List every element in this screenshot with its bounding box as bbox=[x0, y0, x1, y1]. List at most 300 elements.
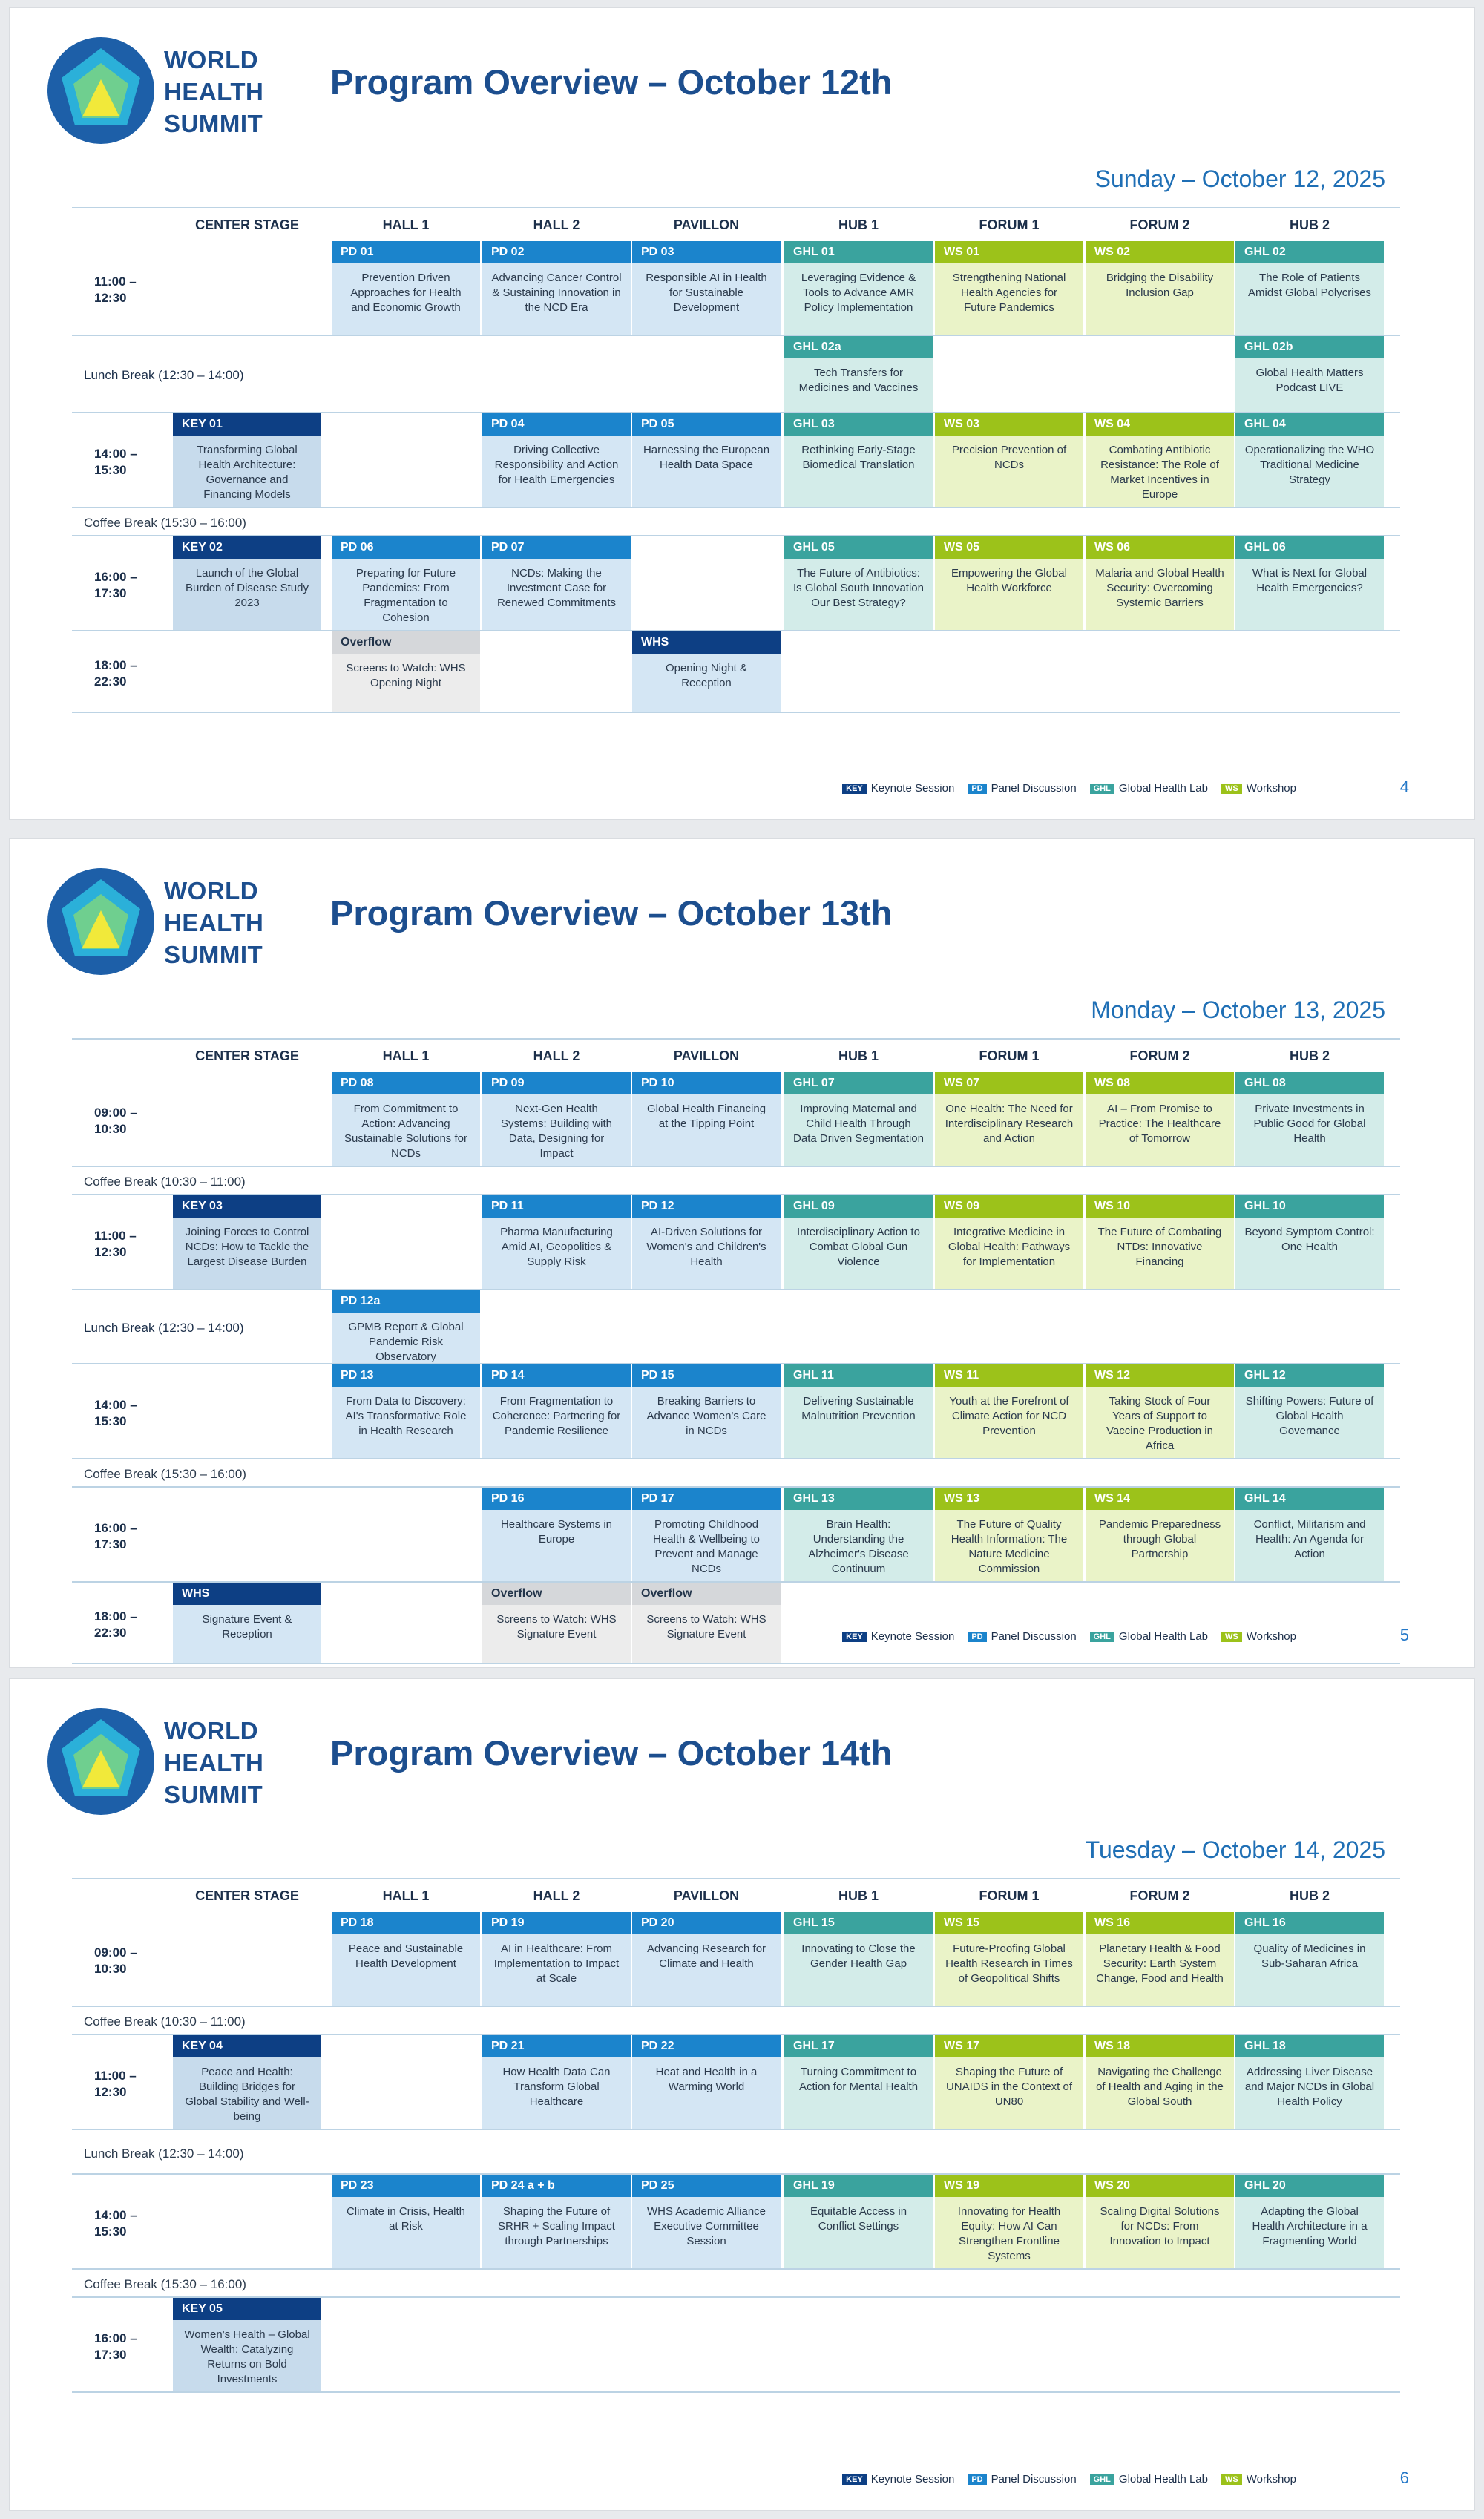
session-cell[interactable] bbox=[173, 536, 321, 630]
brand-line: SUMMIT bbox=[164, 941, 263, 968]
session-code: PD 09 bbox=[482, 1072, 631, 1094]
session-code: GHL 13 bbox=[784, 1488, 933, 1510]
page-title: Program Overview – October 14th bbox=[330, 1733, 893, 1773]
session-code: PD 16 bbox=[482, 1488, 631, 1510]
session-title: Global Health Matters Podcast LIVE bbox=[1235, 358, 1384, 412]
session-code: GHL 01 bbox=[784, 241, 933, 263]
session-code: GHL 15 bbox=[784, 1912, 933, 1934]
session-cell[interactable] bbox=[632, 413, 781, 507]
session-title: Interdisciplinary Action to Combat Global Gun Violence bbox=[784, 1218, 933, 1289]
column-header: HUB 1 bbox=[838, 1888, 879, 1903]
session-title: Shaping the Future of UNAIDS in the Context of UN80 bbox=[935, 2057, 1083, 2129]
session-code: PD 04 bbox=[482, 413, 631, 436]
session-cell[interactable] bbox=[173, 413, 321, 507]
session-cell[interactable] bbox=[332, 1290, 480, 1363]
session-cell[interactable] bbox=[332, 536, 480, 630]
session-title: Peace and Sustainable Health Development bbox=[332, 1934, 480, 2006]
session-cell[interactable] bbox=[332, 2175, 480, 2268]
column-header: CENTER STAGE bbox=[195, 217, 299, 232]
session-cell[interactable] bbox=[632, 1195, 781, 1289]
break-row bbox=[72, 2270, 1400, 2298]
session-title: Innovating for Health Equity: How AI Can Strengthen Frontline Systems bbox=[935, 2197, 1083, 2268]
brand-line: WORLD bbox=[164, 1717, 259, 1744]
brand-line: WORLD bbox=[164, 877, 259, 904]
session-title: AI – From Promise to Practice: The Healthcare of Tomorrow bbox=[1086, 1094, 1234, 1166]
session-cell[interactable] bbox=[482, 536, 631, 630]
time-label: Lunch Break (12:30 – 14:00) bbox=[84, 1321, 244, 1335]
column-header: HUB 2 bbox=[1289, 217, 1330, 232]
session-code: WS 01 bbox=[935, 241, 1083, 263]
break-label: Coffee Break (15:30 – 16:00) bbox=[84, 1467, 246, 1481]
session-title: GPMB Report & Global Pandemic Risk Observatory bbox=[332, 1313, 480, 1363]
session-cell[interactable] bbox=[482, 1912, 631, 2006]
session-code: PD 02 bbox=[482, 241, 631, 263]
column-header: HALL 2 bbox=[533, 1048, 580, 1063]
session-code: GHL 19 bbox=[784, 2175, 933, 2197]
session-code: WS 11 bbox=[935, 1364, 1083, 1387]
session-code: GHL 08 bbox=[1235, 1072, 1384, 1094]
break-row bbox=[72, 1459, 1400, 1488]
time-slot-row bbox=[72, 241, 1400, 336]
session-code: Overflow bbox=[632, 1583, 781, 1605]
session-cell[interactable] bbox=[632, 1488, 781, 1581]
page-date: Tuesday – October 14, 2025 bbox=[1085, 1836, 1385, 1863]
schedule-grid bbox=[72, 207, 1400, 689]
session-title: From Fragmentation to Coherence: Partnering for Pandemic Resilience bbox=[482, 1387, 631, 1458]
session-cell[interactable] bbox=[935, 413, 1083, 507]
column-header: CENTER STAGE bbox=[195, 1048, 299, 1063]
session-title: Preparing for Future Pandemics: From Fragmentation to Cohesion bbox=[332, 559, 480, 630]
session-cell[interactable] bbox=[632, 2035, 781, 2129]
time-label: 11:00 – 12:30 bbox=[94, 1229, 137, 1259]
legend-label: Keynote Session bbox=[870, 2473, 955, 2486]
session-code: WS 15 bbox=[935, 1912, 1083, 1934]
time-slot-row bbox=[72, 413, 1400, 508]
session-cell[interactable] bbox=[173, 2298, 321, 2391]
legend-label: Workshop bbox=[1246, 782, 1296, 795]
break-label: Coffee Break (10:30 – 11:00) bbox=[84, 1175, 246, 1189]
legend-swatch: GHL bbox=[1090, 2474, 1114, 2485]
session-code: PD 12 bbox=[632, 1195, 781, 1218]
session-cell[interactable] bbox=[632, 631, 781, 712]
break-label: Coffee Break (15:30 – 16:00) bbox=[84, 2277, 246, 2291]
session-title: Advancing Research for Climate and Health bbox=[632, 1934, 781, 2006]
session-cell[interactable] bbox=[482, 1072, 631, 1166]
session-title: Signature Event & Reception bbox=[173, 1605, 321, 1663]
session-code: WS 03 bbox=[935, 413, 1083, 436]
session-title: Bridging the Disability Inclusion Gap bbox=[1086, 263, 1234, 335]
time-label: 09:00 – 10:30 bbox=[94, 1106, 137, 1136]
session-title: Addressing Liver Disease and Major NCDs in Global Health Policy bbox=[1235, 2057, 1384, 2129]
session-cell[interactable] bbox=[935, 1072, 1083, 1166]
session-cell[interactable] bbox=[1235, 1364, 1384, 1458]
session-code: WS 04 bbox=[1086, 413, 1234, 436]
session-cell[interactable] bbox=[1086, 1072, 1234, 1166]
session-code: PD 21 bbox=[482, 2035, 631, 2057]
session-cell[interactable] bbox=[1235, 2175, 1384, 2268]
time-slot-row bbox=[72, 2035, 1400, 2130]
session-cell[interactable] bbox=[332, 1364, 480, 1458]
session-cell[interactable] bbox=[332, 631, 480, 712]
session-title: Operationalizing the WHO Traditional Medicine Strategy bbox=[1235, 436, 1384, 507]
brand-name bbox=[164, 1715, 263, 1810]
legend-label: Workshop bbox=[1246, 1630, 1296, 1643]
session-cell[interactable] bbox=[482, 2175, 631, 2268]
session-cell[interactable] bbox=[784, 336, 933, 412]
session-title: Climate in Crisis, Health at Risk bbox=[332, 2197, 480, 2268]
session-title: How Health Data Can Transform Global Healthcare bbox=[482, 2057, 631, 2129]
session-code: KEY 01 bbox=[173, 413, 321, 436]
session-title: Improving Maternal and Child Health Through Data Driven Segmentation bbox=[784, 1094, 933, 1166]
session-cell[interactable] bbox=[632, 2175, 781, 2268]
session-cell[interactable] bbox=[1086, 1912, 1234, 2006]
session-title: Tech Transfers for Medicines and Vaccines bbox=[784, 358, 933, 412]
brand-line: HEALTH bbox=[164, 78, 264, 105]
session-cell[interactable] bbox=[1235, 1072, 1384, 1166]
session-title: The Future of Quality Health Information: The Nature Medicine Commission bbox=[935, 1510, 1083, 1581]
session-cell[interactable] bbox=[1086, 2035, 1234, 2129]
session-cell[interactable] bbox=[482, 1195, 631, 1289]
session-title: AI-Driven Solutions for Women's and Children's Health bbox=[632, 1218, 781, 1289]
session-cell[interactable] bbox=[632, 1364, 781, 1458]
legend-label: Global Health Lab bbox=[1118, 2473, 1208, 2486]
session-code: GHL 07 bbox=[784, 1072, 933, 1094]
session-code: WS 12 bbox=[1086, 1364, 1234, 1387]
session-code: PD 23 bbox=[332, 2175, 480, 2197]
session-title: Scaling Digital Solutions for NCDs: From Innovation to Impact bbox=[1086, 2197, 1234, 2268]
session-title: Leveraging Evidence & Tools to Advance AMR Policy Implementation bbox=[784, 263, 933, 335]
column-header: HALL 2 bbox=[533, 217, 580, 232]
session-cell[interactable] bbox=[1086, 241, 1234, 335]
session-code: PD 24 a + b bbox=[482, 2175, 631, 2197]
session-code: Overflow bbox=[332, 631, 480, 654]
session-cell[interactable] bbox=[784, 1488, 933, 1581]
session-code: WS 19 bbox=[935, 2175, 1083, 2197]
brand-line: SUMMIT bbox=[164, 1781, 263, 1808]
legend-label: Panel Discussion bbox=[991, 2473, 1077, 2486]
session-code: PD 22 bbox=[632, 2035, 781, 2057]
column-header: FORUM 2 bbox=[1129, 1048, 1190, 1063]
column-header: PAVILLON bbox=[673, 1888, 740, 1903]
session-code: GHL 11 bbox=[784, 1364, 933, 1387]
session-cell[interactable] bbox=[1086, 2175, 1234, 2268]
program-page bbox=[9, 1678, 1475, 2511]
session-title: Conflict, Militarism and Health: An Agenda for Action bbox=[1235, 1510, 1384, 1581]
session-title: Delivering Sustainable Malnutrition Prevention bbox=[784, 1387, 933, 1458]
session-title: Driving Collective Responsibility and Action for Health Emergencies bbox=[482, 436, 631, 507]
session-cell[interactable] bbox=[1086, 1488, 1234, 1581]
session-cell[interactable] bbox=[1235, 413, 1384, 507]
session-cell[interactable] bbox=[935, 1195, 1083, 1289]
session-cell[interactable] bbox=[482, 413, 631, 507]
session-code: GHL 14 bbox=[1235, 1488, 1384, 1510]
session-cell[interactable] bbox=[482, 1488, 631, 1581]
session-title: Integrative Medicine in Global Health: Pathways for Implementation bbox=[935, 1218, 1083, 1289]
session-cell[interactable] bbox=[482, 241, 631, 335]
session-title: Shaping the Future of SRHR + Scaling Impact through Partnerships bbox=[482, 2197, 631, 2268]
session-code: WS 09 bbox=[935, 1195, 1083, 1218]
session-title: Precision Prevention of NCDs bbox=[935, 436, 1083, 507]
column-header: HUB 1 bbox=[838, 217, 879, 232]
brand-name bbox=[164, 44, 263, 139]
session-cell[interactable] bbox=[784, 241, 933, 335]
session-cell[interactable] bbox=[935, 1488, 1083, 1581]
legend-swatch: KEY bbox=[842, 784, 867, 794]
session-title: Responsible AI in Health for Sustainable Development bbox=[632, 263, 781, 335]
session-title: One Health: The Need for Interdisciplinary Research and Action bbox=[935, 1094, 1083, 1166]
session-code: GHL 05 bbox=[784, 536, 933, 559]
legend-swatch: KEY bbox=[842, 1632, 867, 1642]
legend-swatch: PD bbox=[968, 784, 986, 794]
column-header: HUB 2 bbox=[1289, 1048, 1330, 1063]
session-cell[interactable] bbox=[1235, 336, 1384, 412]
session-cell[interactable] bbox=[1235, 1488, 1384, 1581]
session-title: Advancing Cancer Control & Sustaining Innovation in the NCD Era bbox=[482, 263, 631, 335]
brand-line: SUMMIT bbox=[164, 110, 263, 137]
session-code: GHL 17 bbox=[784, 2035, 933, 2057]
session-title: Promoting Childhood Health & Wellbeing to Prevent and Manage NCDs bbox=[632, 1510, 781, 1581]
session-title: Empowering the Global Health Workforce bbox=[935, 559, 1083, 630]
column-header: FORUM 2 bbox=[1129, 1888, 1190, 1903]
session-cell[interactable] bbox=[935, 2175, 1083, 2268]
session-code: Overflow bbox=[482, 1583, 631, 1605]
session-cell[interactable] bbox=[1086, 536, 1234, 630]
session-cell[interactable] bbox=[784, 1912, 933, 2006]
session-title: Future-Proofing Global Health Research in Times of Geopolitical Shifts bbox=[935, 1934, 1083, 2006]
session-code: WS 13 bbox=[935, 1488, 1083, 1510]
column-header: FORUM 1 bbox=[979, 1888, 1040, 1903]
session-cell[interactable] bbox=[1235, 1912, 1384, 2006]
legend-label: Panel Discussion bbox=[991, 1630, 1077, 1643]
time-slot-row bbox=[72, 1912, 1400, 2007]
time-label: 16:00 – 17:30 bbox=[94, 1521, 137, 1551]
session-code: PD 15 bbox=[632, 1364, 781, 1387]
session-code: WS 05 bbox=[935, 536, 1083, 559]
session-title: Rethinking Early-Stage Biomedical Translation bbox=[784, 436, 933, 507]
page-title: Program Overview – October 13th bbox=[330, 893, 893, 933]
whs-logo bbox=[45, 866, 157, 977]
session-title: Pandemic Preparedness through Global Partnership bbox=[1086, 1510, 1234, 1581]
session-title: Private Investments in Public Good for Global Health bbox=[1235, 1094, 1384, 1166]
time-slot-row bbox=[72, 336, 1400, 413]
session-cell[interactable] bbox=[784, 2035, 933, 2129]
session-code: PD 01 bbox=[332, 241, 480, 263]
session-cell[interactable] bbox=[1235, 241, 1384, 335]
session-title: Launch of the Global Burden of Disease Study 2023 bbox=[173, 559, 321, 630]
session-code: WS 08 bbox=[1086, 1072, 1234, 1094]
session-code: WHS bbox=[173, 1583, 321, 1605]
session-cell[interactable] bbox=[173, 1195, 321, 1289]
session-title: Healthcare Systems in Europe bbox=[482, 1510, 631, 1581]
session-code: WHS bbox=[632, 631, 781, 654]
session-cell[interactable] bbox=[332, 1912, 480, 2006]
session-cell[interactable] bbox=[935, 1912, 1083, 2006]
brand-line: HEALTH bbox=[164, 909, 264, 936]
session-cell[interactable] bbox=[482, 1583, 631, 1663]
session-cell[interactable] bbox=[935, 1364, 1083, 1458]
session-code: PD 25 bbox=[632, 2175, 781, 2197]
session-cell[interactable] bbox=[332, 1072, 480, 1166]
session-cell[interactable] bbox=[784, 413, 933, 507]
session-cell[interactable] bbox=[784, 1364, 933, 1458]
session-code: PD 03 bbox=[632, 241, 781, 263]
column-header: HUB 2 bbox=[1289, 1888, 1330, 1903]
legend-swatch: WS bbox=[1221, 784, 1242, 794]
session-code: WS 17 bbox=[935, 2035, 1083, 2057]
time-slot-row bbox=[72, 536, 1400, 631]
session-title: NCDs: Making the Investment Case for Renewed Commitments bbox=[482, 559, 631, 630]
session-cell[interactable] bbox=[632, 1583, 781, 1663]
session-cell[interactable] bbox=[935, 536, 1083, 630]
session-code: PD 06 bbox=[332, 536, 480, 559]
session-title: Taking Stock of Four Years of Support to Vaccine Production in Africa bbox=[1086, 1387, 1234, 1458]
session-code: PD 19 bbox=[482, 1912, 631, 1934]
break-row bbox=[72, 2007, 1400, 2035]
brand-name bbox=[164, 875, 263, 971]
session-cell[interactable] bbox=[173, 2035, 321, 2129]
session-code: GHL 03 bbox=[784, 413, 933, 436]
time-slot-row bbox=[72, 1072, 1400, 1167]
session-code: GHL 02b bbox=[1235, 336, 1384, 358]
session-code: GHL 04 bbox=[1235, 413, 1384, 436]
break-row bbox=[72, 508, 1400, 536]
time-slot-row bbox=[72, 1195, 1400, 1290]
session-cell[interactable] bbox=[332, 241, 480, 335]
break-label: Coffee Break (10:30 – 11:00) bbox=[84, 2014, 246, 2029]
legend bbox=[833, 2473, 1296, 2486]
brand-line: WORLD bbox=[164, 46, 259, 73]
session-code: PD 12a bbox=[332, 1290, 480, 1313]
session-title: The Role of Patients Amidst Global Polycrises bbox=[1235, 263, 1384, 335]
session-code: KEY 04 bbox=[173, 2035, 321, 2057]
session-code: WS 10 bbox=[1086, 1195, 1234, 1218]
session-cell[interactable] bbox=[784, 536, 933, 630]
session-cell[interactable] bbox=[935, 241, 1083, 335]
time-slot-row bbox=[72, 1583, 1400, 1664]
session-title: Opening Night & Reception bbox=[632, 654, 781, 712]
session-code: GHL 18 bbox=[1235, 2035, 1384, 2057]
session-title: Harnessing the European Health Data Space bbox=[632, 436, 781, 507]
time-label: Lunch Break (12:30 – 14:00) bbox=[84, 368, 244, 382]
session-cell[interactable] bbox=[1086, 1195, 1234, 1289]
session-code: WS 16 bbox=[1086, 1912, 1234, 1934]
brand-line: HEALTH bbox=[164, 1749, 264, 1776]
session-code: GHL 02a bbox=[784, 336, 933, 358]
session-title: Screens to Watch: WHS Signature Event bbox=[482, 1605, 631, 1663]
legend-label: Global Health Lab bbox=[1118, 1630, 1208, 1643]
page-number: 4 bbox=[1399, 778, 1409, 796]
break-label: Coffee Break (15:30 – 16:00) bbox=[84, 516, 246, 530]
column-header: FORUM 2 bbox=[1129, 217, 1190, 232]
time-label: 14:00 – 15:30 bbox=[94, 2208, 137, 2239]
session-title: Global Health Financing at the Tipping Point bbox=[632, 1094, 781, 1166]
session-code: WS 07 bbox=[935, 1072, 1083, 1094]
session-title: Shifting Powers: Future of Global Health Governance bbox=[1235, 1387, 1384, 1458]
session-cell[interactable] bbox=[1235, 2035, 1384, 2129]
session-cell[interactable] bbox=[632, 241, 781, 335]
page-number: 5 bbox=[1399, 1626, 1409, 1644]
session-cell[interactable] bbox=[1235, 536, 1384, 630]
session-cell[interactable] bbox=[1086, 413, 1234, 507]
session-cell[interactable] bbox=[482, 1364, 631, 1458]
session-code: GHL 10 bbox=[1235, 1195, 1384, 1218]
time-slot-row bbox=[72, 1290, 1400, 1364]
session-title: From Commitment to Action: Advancing Sustainable Solutions for NCDs bbox=[332, 1094, 480, 1166]
session-title: Navigating the Challenge of Health and Aging in the Global South bbox=[1086, 2057, 1234, 2129]
column-header: FORUM 1 bbox=[979, 1048, 1040, 1063]
session-title: Breaking Barriers to Advance Women's Care in NCDs bbox=[632, 1387, 781, 1458]
session-cell[interactable] bbox=[173, 1583, 321, 1663]
session-title: Screens to Watch: WHS Opening Night bbox=[332, 654, 480, 712]
column-header: HALL 1 bbox=[382, 217, 430, 232]
legend-swatch: GHL bbox=[1090, 784, 1114, 794]
legend-label: Keynote Session bbox=[870, 1630, 955, 1643]
time-slot-row bbox=[72, 631, 1400, 713]
session-code: PD 18 bbox=[332, 1912, 480, 1934]
session-title: Planetary Health & Food Security: Earth System Change, Food and Health bbox=[1086, 1934, 1234, 2006]
session-cell[interactable] bbox=[632, 1912, 781, 2006]
page-date: Monday – October 13, 2025 bbox=[1091, 996, 1385, 1023]
session-code: WS 18 bbox=[1086, 2035, 1234, 2057]
schedule-grid bbox=[72, 1878, 1400, 2385]
legend bbox=[833, 1630, 1296, 1643]
session-code: PD 07 bbox=[482, 536, 631, 559]
session-title: Adapting the Global Health Architecture in a Fragmenting World bbox=[1235, 2197, 1384, 2268]
session-cell[interactable] bbox=[784, 2175, 933, 2268]
whs-logo bbox=[45, 1706, 157, 1817]
program-page bbox=[9, 7, 1475, 820]
time-slot-row bbox=[72, 1488, 1400, 1583]
legend-label: Keynote Session bbox=[870, 782, 955, 795]
session-cell[interactable] bbox=[1235, 1195, 1384, 1289]
session-title: Youth at the Forefront of Climate Action for NCD Prevention bbox=[935, 1387, 1083, 1458]
time-label: 11:00 – 12:30 bbox=[94, 275, 137, 305]
session-title: The Future of Combating NTDs: Innovative Financing bbox=[1086, 1218, 1234, 1289]
session-code: KEY 05 bbox=[173, 2298, 321, 2320]
session-cell[interactable] bbox=[784, 1195, 933, 1289]
session-code: PD 05 bbox=[632, 413, 781, 436]
column-header: FORUM 1 bbox=[979, 217, 1040, 232]
page-number: 6 bbox=[1399, 2469, 1409, 2487]
column-header: HUB 1 bbox=[838, 1048, 879, 1063]
session-title: Equitable Access in Conflict Settings bbox=[784, 2197, 933, 2268]
session-title: Heat and Health in a Warming World bbox=[632, 2057, 781, 2129]
session-code: PD 13 bbox=[332, 1364, 480, 1387]
column-header: HALL 1 bbox=[382, 1048, 430, 1063]
column-header: PAVILLON bbox=[673, 217, 740, 232]
session-title: The Future of Antibiotics: Is Global South Innovation Our Best Strategy? bbox=[784, 559, 933, 630]
session-cell[interactable] bbox=[482, 2035, 631, 2129]
time-label: 16:00 – 17:30 bbox=[94, 570, 137, 600]
session-cell[interactable] bbox=[632, 1072, 781, 1166]
session-title: Innovating to Close the Gender Health Gap bbox=[784, 1934, 933, 2006]
session-title: Transforming Global Health Architecture: Governance and Financing Models bbox=[173, 436, 321, 507]
session-title: From Data to Discovery: AI's Transformative Role in Health Research bbox=[332, 1387, 480, 1458]
time-label: 14:00 – 15:30 bbox=[94, 1398, 137, 1428]
session-cell[interactable] bbox=[1086, 1364, 1234, 1458]
session-cell[interactable] bbox=[935, 2035, 1083, 2129]
session-code: PD 17 bbox=[632, 1488, 781, 1510]
page-title: Program Overview – October 12th bbox=[330, 62, 893, 102]
session-title: What is Next for Global Health Emergencies? bbox=[1235, 559, 1384, 630]
column-header: HALL 1 bbox=[382, 1888, 430, 1903]
session-cell[interactable] bbox=[784, 1072, 933, 1166]
session-code: WS 20 bbox=[1086, 2175, 1234, 2197]
session-title: Quality of Medicines in Sub-Saharan Africa bbox=[1235, 1934, 1384, 2006]
legend-label: Global Health Lab bbox=[1118, 782, 1208, 795]
column-header: HALL 2 bbox=[533, 1888, 580, 1903]
time-label: 18:00 – 22:30 bbox=[94, 1609, 137, 1640]
